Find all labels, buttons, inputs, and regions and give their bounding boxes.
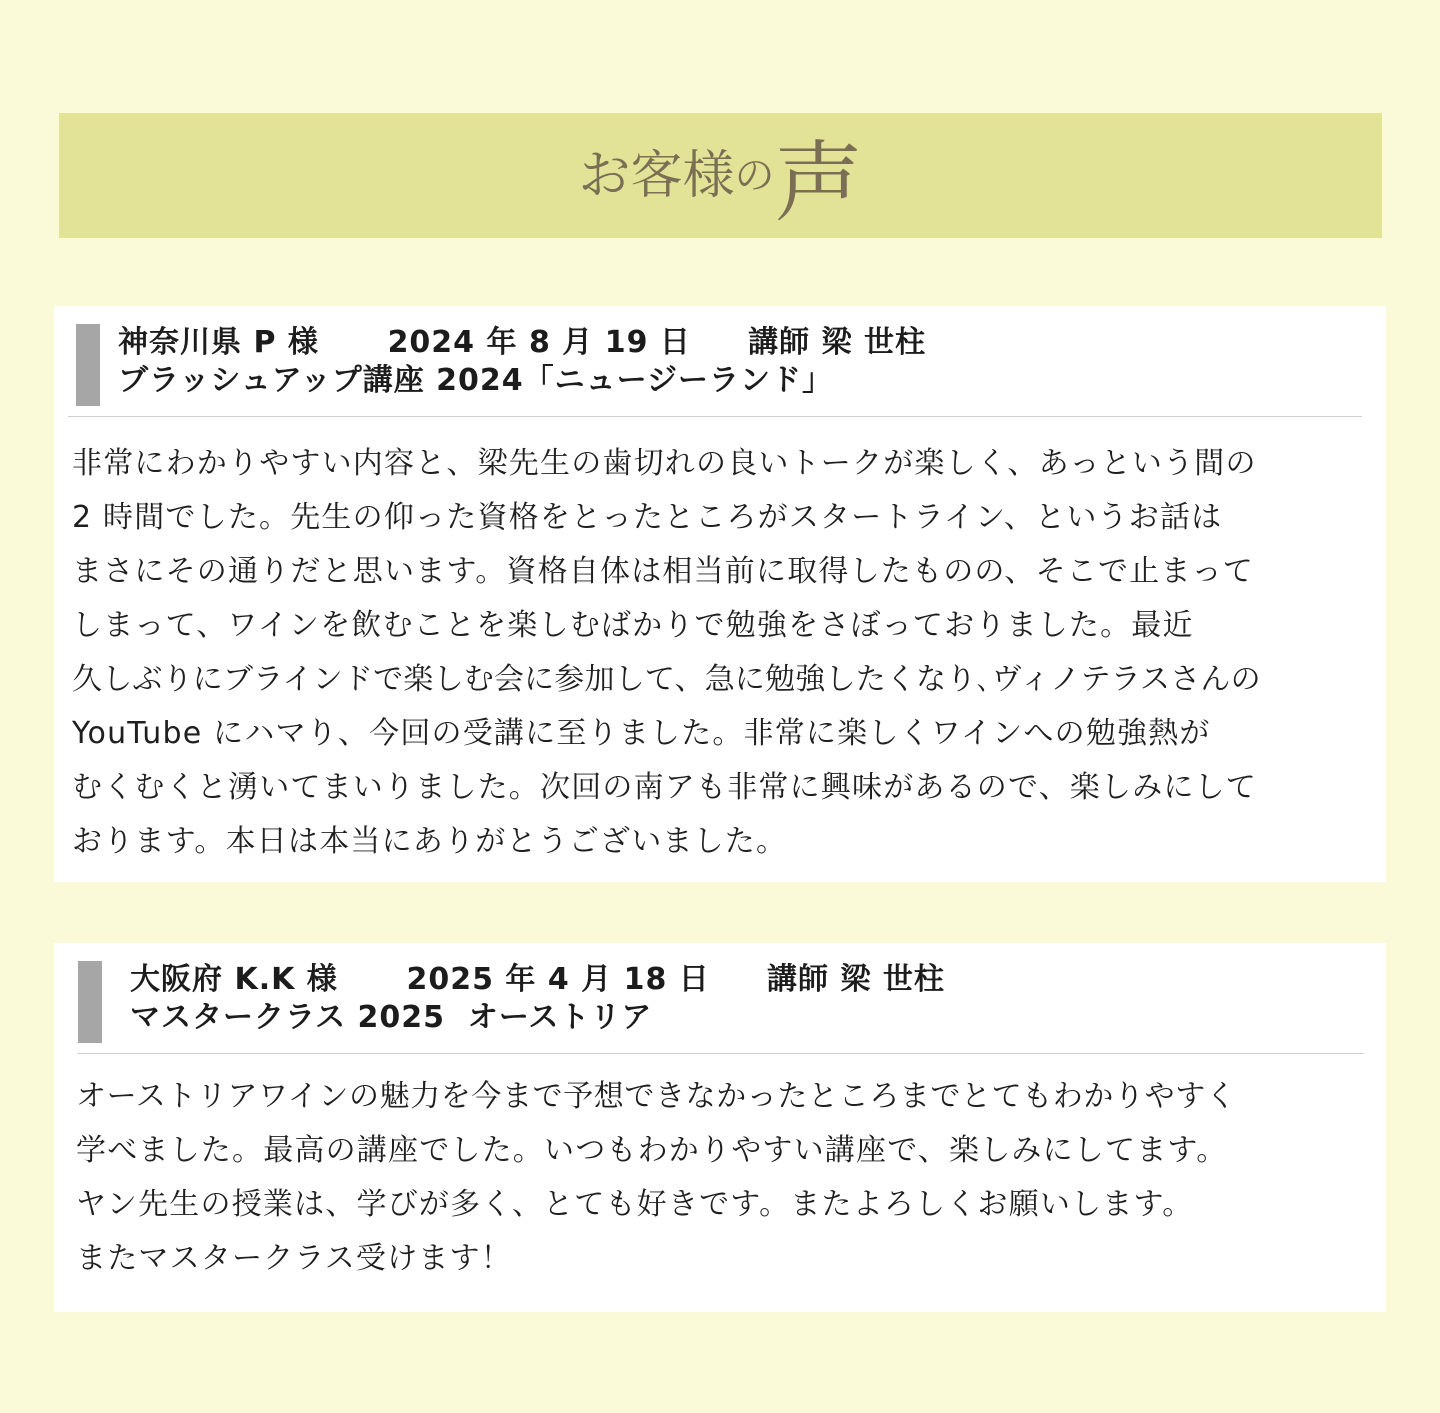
review-body bbox=[54, 1054, 1386, 1286]
review-body-line: むくむくと湧いてまいりました。次回の南アも非常に興味があるので、楽しみにして bbox=[72, 770, 1257, 805]
review-customer: 神奈川県 P 様 bbox=[118, 325, 319, 360]
review-instructor: 講師 梁 世柱 bbox=[767, 962, 945, 997]
review-body-line: またマスタークラス受けます！ bbox=[76, 1241, 512, 1276]
review-accent-bar bbox=[76, 324, 100, 406]
review-header bbox=[68, 324, 1362, 417]
review-accent-bar bbox=[78, 961, 102, 1043]
review-course: ブラッシュアップ講座 2024「ニュージーランド」 bbox=[118, 363, 834, 398]
review-body-line: 久しぶりにブラインドで楽しむ会に参加して、急に勉強したくなり､ヴィノテラスさんの bbox=[72, 662, 1261, 697]
review-meta-line bbox=[118, 324, 1362, 362]
review-meta-line bbox=[128, 961, 1364, 999]
review-customer: 大阪府 K.K 様 bbox=[130, 962, 338, 997]
review-body-line: おります。本日は本当にありがとうございました。 bbox=[72, 824, 788, 859]
review-body-line: 非常にわかりやすい内容と、梁先生の歯切れの良いトークが楽しく、あっという間の bbox=[72, 446, 1257, 481]
review-instructor: 講師 梁 世柱 bbox=[748, 325, 927, 360]
review-body-line: YouTube にハマり、今回の受講に至りました。非常に楽しくワインへの勉強熱が bbox=[72, 716, 1211, 751]
review-body-line: 2 時間でした。先生の仰った資格をとったところがスタートライン、というお話は bbox=[72, 500, 1223, 535]
review-date: 2024 年 8 月 19 日 bbox=[387, 325, 691, 360]
review-card bbox=[54, 943, 1386, 1312]
review-course: マスタークラス 2025 オーストリア bbox=[130, 1000, 653, 1035]
review-body-line: ヤン先生の授業は、学びが多く、とても好きです。またよろしくお願いします。 bbox=[76, 1187, 1194, 1222]
review-body-line: 学べました。最高の講座でした。いつもわかりやすい講座で、楽しみにしてます。 bbox=[76, 1133, 1228, 1168]
review-body-line: しまって、ワインを飲むことを楽しむばかりで勉強をさぼっておりました。最近 bbox=[72, 608, 1194, 643]
review-body-line: まさにその通りだと思います。資格自体は相当前に取得したものの、そこで止まって bbox=[72, 554, 1254, 589]
page-title-banner bbox=[59, 113, 1382, 238]
review-body-line: オーストリアワインの魅力を今まで予想できなかったところまでとてもわかりやすく bbox=[76, 1079, 1237, 1114]
review-body bbox=[54, 417, 1386, 869]
page-title-part1: お客様 bbox=[578, 146, 735, 206]
page-title-part3: 声 bbox=[774, 131, 863, 234]
review-date: 2025 年 4 月 18 日 bbox=[406, 962, 710, 997]
page-title-part2: の bbox=[734, 153, 775, 199]
review-header bbox=[78, 961, 1364, 1054]
review-card bbox=[54, 306, 1386, 882]
